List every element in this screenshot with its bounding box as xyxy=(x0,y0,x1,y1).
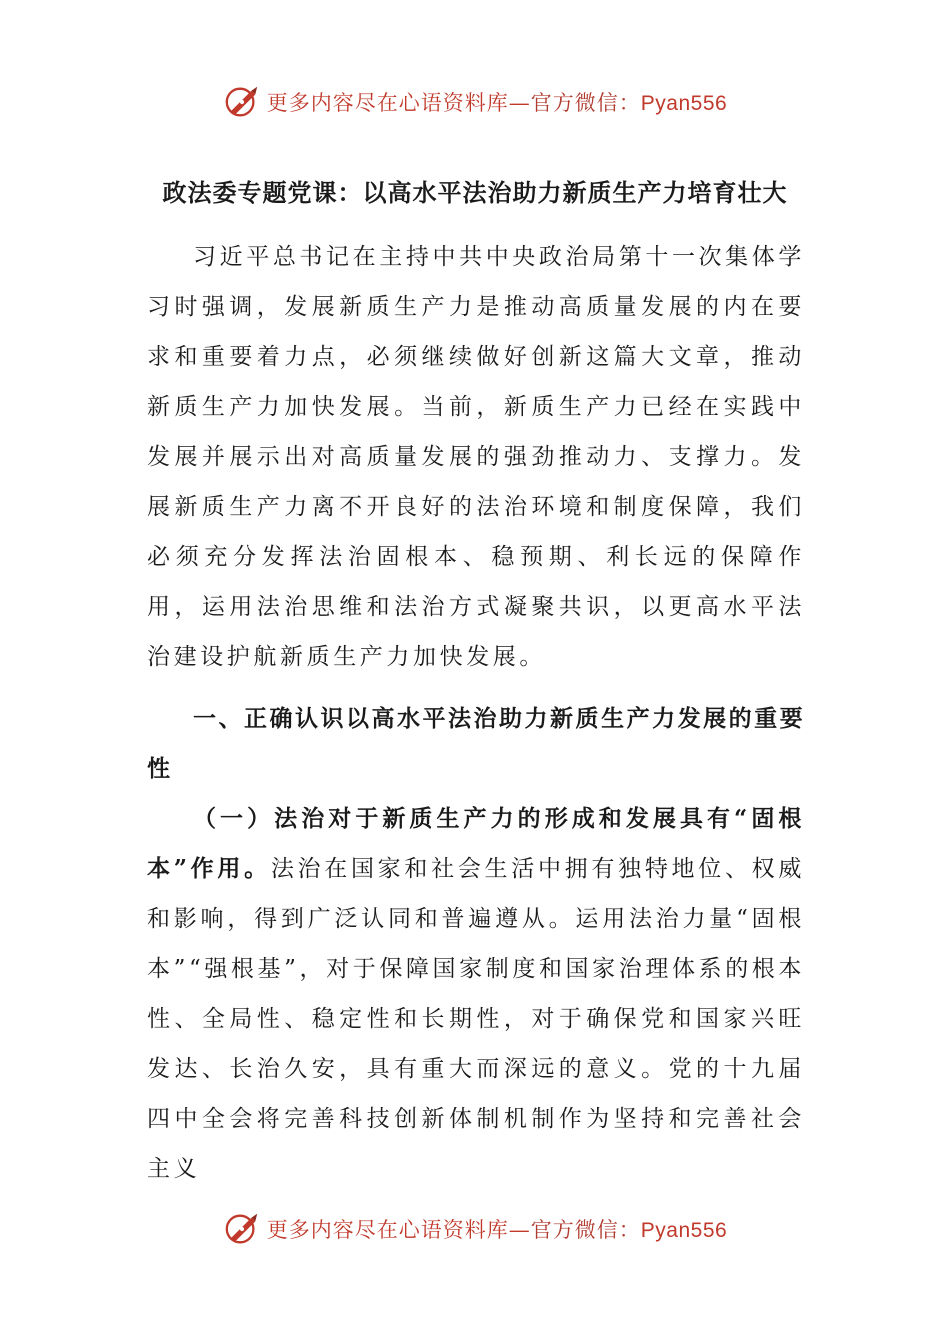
document-title: 政法委专题党课：以高水平法治助力新质生产力培育壮大 xyxy=(162,178,788,207)
header-wechat-label: 官方微信： xyxy=(530,91,641,115)
pen-nib-logo-icon xyxy=(223,83,261,121)
section-1-heading: 一、正确认识以高水平法治助力新质生产力发展的重要性 xyxy=(147,705,805,782)
subsection-1-body: 法治在国家和社会生活中拥有独特地位、权威和影响，得到广泛认同和普遍遵从。运用法治力量“固根本”“强根基”，对于保障国家制度和国家治理体系的根本性、全局性、稳定性和长期性，对于确保党和国家兴旺发达、长治久安，具有重大而深远的意义。党的十九届四中全会将完善科技创新体制机制作为坚持和完善社会主义 xyxy=(147,856,806,1182)
pen-nib-logo-icon xyxy=(223,1210,261,1248)
subsection-1-lead: （一）法治对于新质生产力的形成和发展具有“固根本”作用。 xyxy=(147,805,805,882)
page-header-banner xyxy=(0,80,950,124)
header-brand-text: 更多内容尽在心语资料库 xyxy=(266,91,509,115)
page-footer-banner xyxy=(0,1207,950,1251)
intro-paragraph: 习近平总书记在主持中共中央政治局第十一次集体学习时强调，发展新质生产力是推动高质量发展的内在要求和重要着力点，必须继续做好创新这篇大文章，推动新质生产力加快发展。当前，新质生产力已经在实践中发展并展示出对高质量发展的强劲推动力、支撑力。发展新质生产力离不开良好的法治环境和制度保障，我们必须充分发挥法治固根本、稳预期、利长远的保障作用，运用法治思维和法治方式凝聚共识，以更高水平法治建设护航新质生产力加快发展。 xyxy=(147,244,805,670)
document-body xyxy=(147,232,805,1194)
footer-wechat-label: 官方微信： xyxy=(530,1218,641,1242)
footer-wechat-id: Pyan556 xyxy=(640,1219,728,1242)
subsection-1-paragraph xyxy=(147,794,805,1194)
header-banner-text xyxy=(267,87,727,117)
header-wechat-id: Pyan556 xyxy=(640,92,728,115)
header-separator: — xyxy=(508,91,531,115)
footer-separator: — xyxy=(508,1218,531,1242)
footer-banner-text xyxy=(267,1214,727,1244)
footer-brand-text: 更多内容尽在心语资料库 xyxy=(266,1218,509,1242)
